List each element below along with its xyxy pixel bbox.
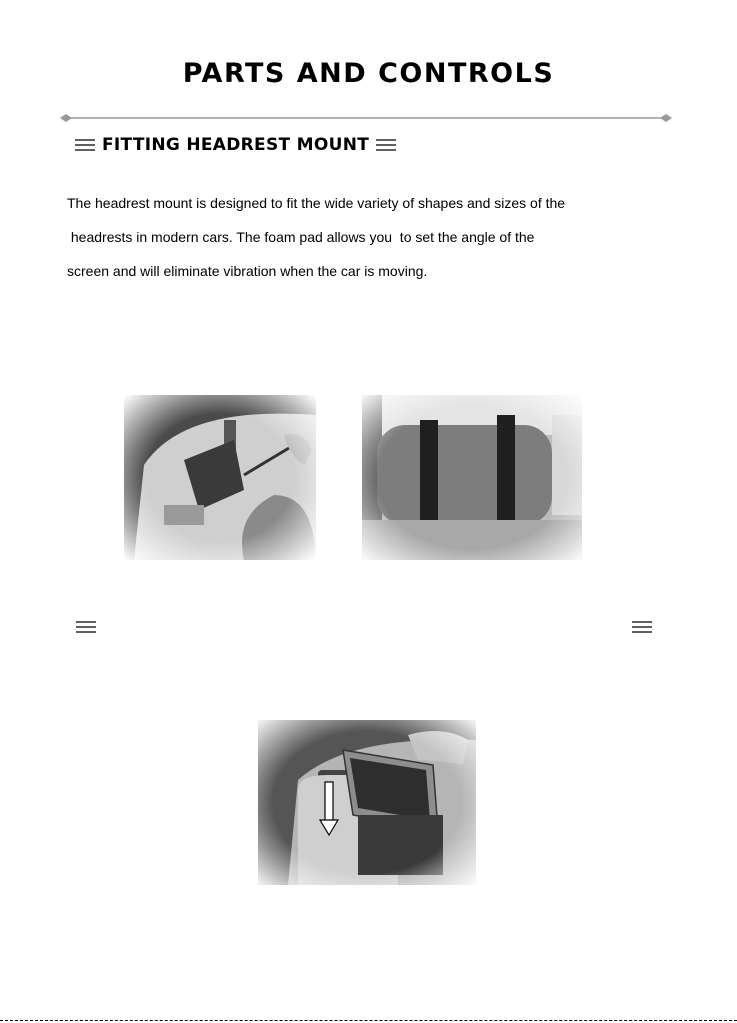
page-title: PARTS AND CONTROLS bbox=[182, 58, 555, 89]
intro-paragraph bbox=[67, 178, 667, 297]
title-divider bbox=[60, 112, 672, 124]
photo-mount-on-headrest bbox=[362, 395, 582, 560]
photo-sliding-player bbox=[258, 720, 476, 885]
intro-line: headrests in modern cars. The foam pad allows you to set the angle of the bbox=[67, 229, 535, 245]
section-title: FITTING HEADREST MOUNT bbox=[102, 135, 370, 155]
triple-line-icon bbox=[631, 620, 653, 634]
intro-line: The headrest mount is designed to fit the wide variety of shapes and sizes of the bbox=[67, 195, 566, 211]
triple-line-icon bbox=[75, 620, 97, 634]
section-heading bbox=[74, 134, 397, 156]
triple-line-icon bbox=[74, 138, 96, 152]
bottom-dashed-rule bbox=[0, 1020, 737, 1021]
triple-line-icon bbox=[375, 138, 397, 152]
intro-line: screen and will eliminate vibration when the car is moving. bbox=[67, 263, 428, 279]
photo-attaching-mount bbox=[124, 395, 316, 560]
